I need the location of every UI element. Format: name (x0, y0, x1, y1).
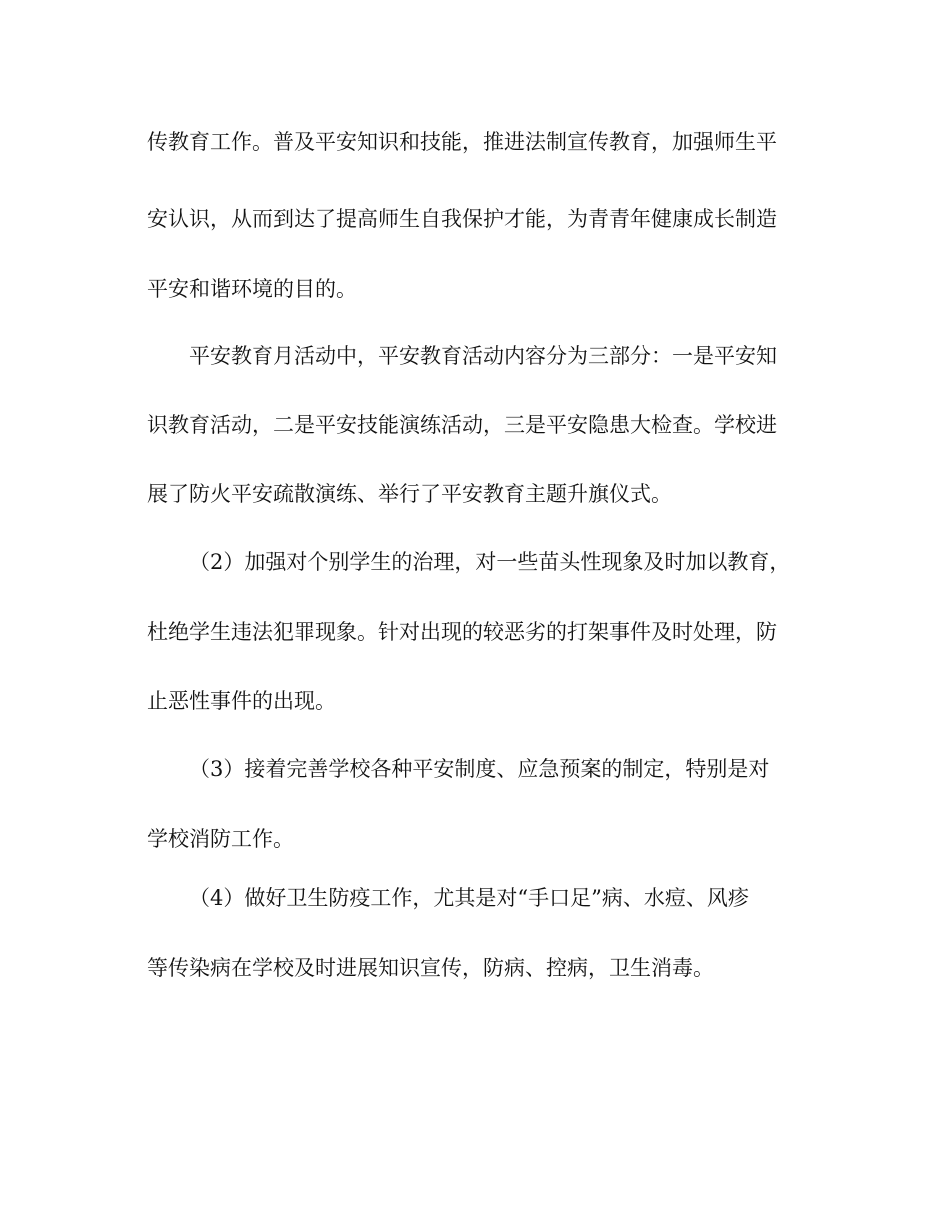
paragraph-start-line: 平安教育月活动中，平安教育活动内容分为三部分：一是平安知 (189, 344, 777, 368)
list-item-4-line: （4）做好卫生防疫工作，尤其是对“手口足”病、水痘、风疹 (189, 886, 749, 910)
list-item-2-line: （2）加强对个别学生的治理，对一些苗头性现象及时加以教育， (189, 550, 791, 574)
list-item-3-line: （3）接着完善学校各种平安制度、应急预案的制定，特别是对 (189, 757, 770, 781)
text-line: 传教育工作。普及平安知识和技能，推进法制宣传教育，加强师生平 (147, 130, 777, 154)
text-line: 止恶性事件的出现。 (147, 689, 336, 713)
text-line: 杜绝学生违法犯罪现象。针对出现的较恶劣的打架事件及时处理，防 (147, 620, 777, 644)
text-line: 等传染病在学校及时进展知识宣传，防病、控病，卫生消毒。 (147, 956, 714, 980)
text-line: 安认识，从而到达了提高师生自我保护才能，为青青年健康成长制造 (147, 207, 777, 231)
text-line: 展了防火平安疏散演练、举行了平安教育主题升旗仪式。 (147, 482, 672, 506)
text-line: 平安和谐环境的目的。 (147, 277, 357, 301)
text-line: 识教育活动，二是平安技能演练活动，三是平安隐患大检查。学校进 (147, 413, 777, 437)
text-line: 学校消防工作。 (147, 827, 294, 851)
